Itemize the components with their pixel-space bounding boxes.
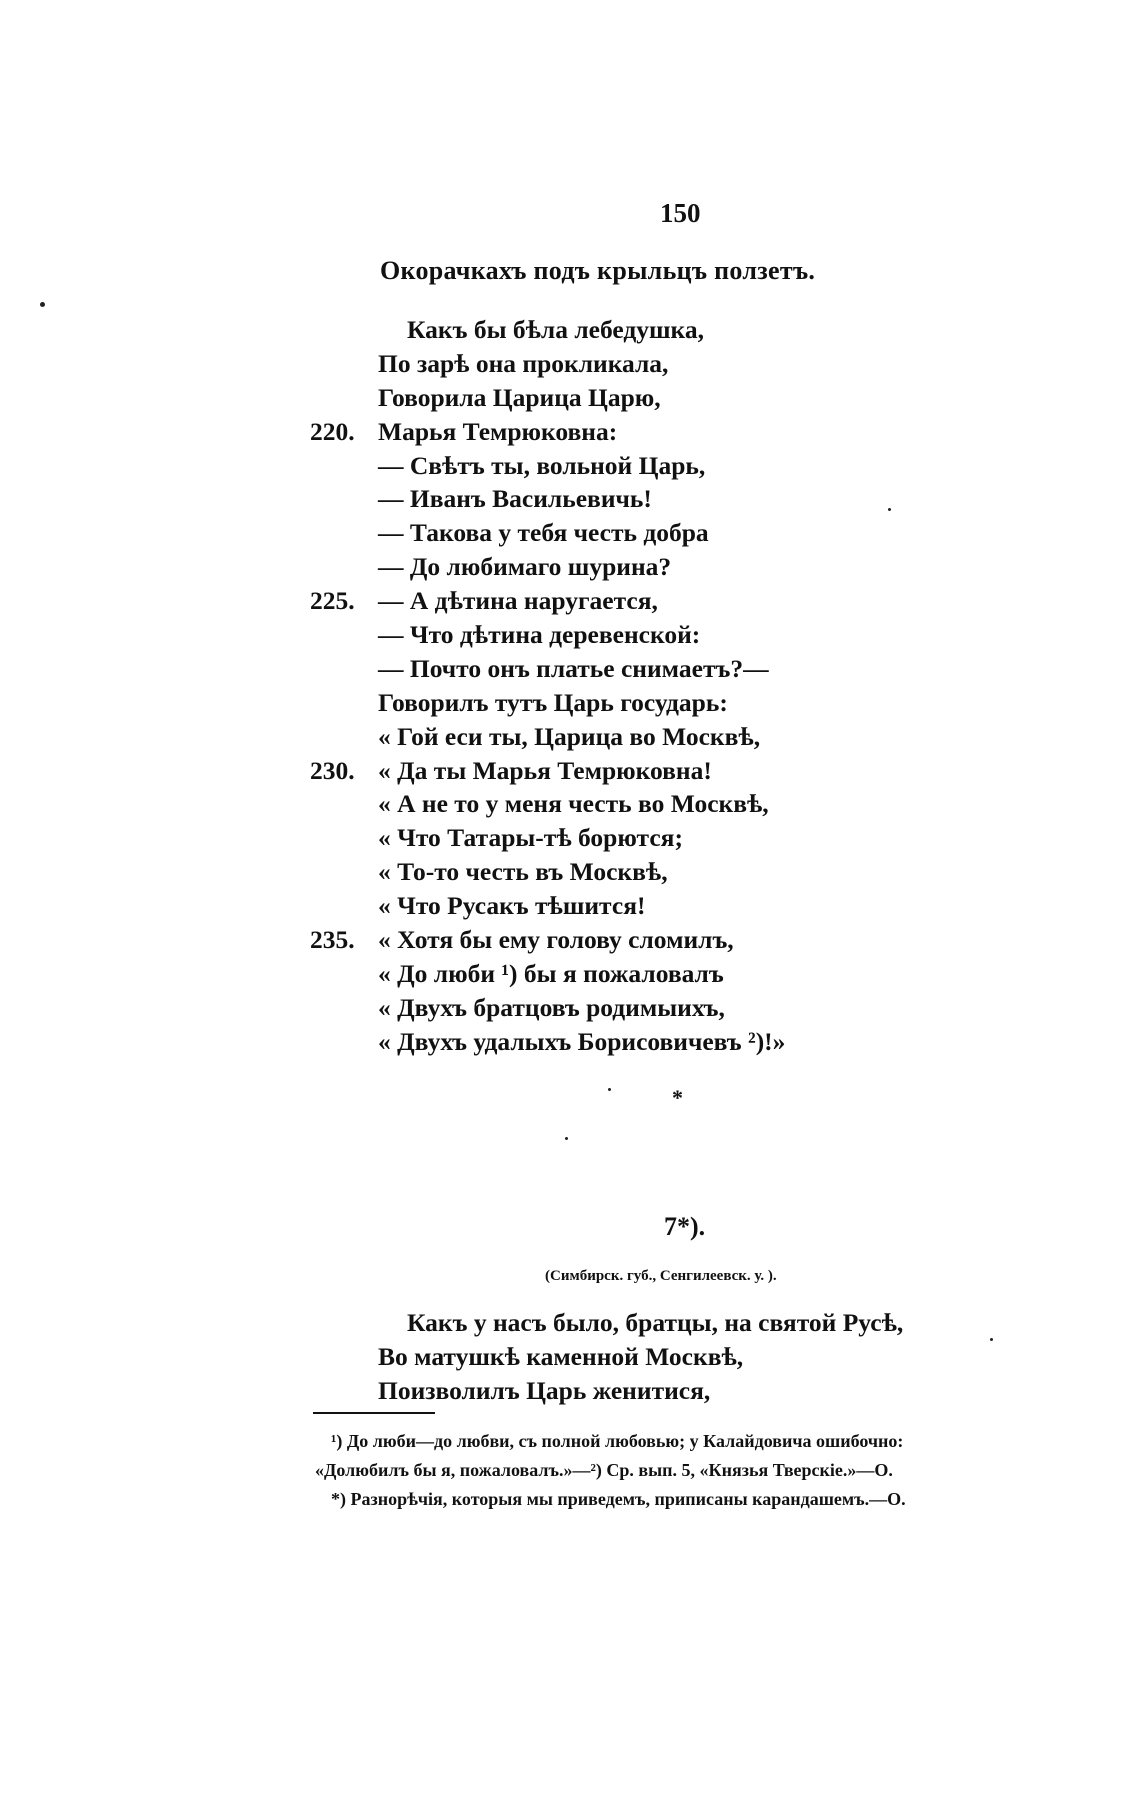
verse-text: — А дѣтина наругается, (378, 586, 658, 616)
page-number: 150 (660, 198, 701, 228)
verse-text: — До любимаго шурина? (378, 552, 672, 582)
verse-line (310, 449, 870, 483)
verse-line (310, 957, 870, 991)
verse-text: « А не то у меня честь во Москвѣ, (378, 789, 769, 819)
verse-text: « Да ты Марья Темрюковна! (378, 755, 712, 785)
verse-text: « Хотя бы ему голову сломилъ, (378, 925, 734, 955)
print-speck (888, 508, 891, 511)
verse-text: — Почто онъ платье снимаетъ?— (378, 653, 769, 683)
print-speck (565, 1137, 568, 1140)
verse-line (310, 347, 870, 381)
verse-text: « То-то честь въ Москвѣ, (378, 857, 668, 887)
verse-line (310, 652, 870, 686)
verse-text: « Что Татары-тѣ борются; (378, 823, 683, 853)
verse-line (310, 1306, 990, 1340)
verse-line (310, 550, 870, 584)
verse-line (310, 1340, 990, 1374)
verse-line (310, 787, 870, 821)
verse-text: Говорилъ тутъ Царь государь: (378, 687, 728, 717)
verse-line (310, 1025, 870, 1059)
verse-line (310, 415, 870, 449)
verse-line (310, 754, 870, 788)
verse-number: 235. (310, 925, 355, 955)
verse-line (310, 991, 870, 1025)
verse-line (310, 720, 870, 754)
verse-text: — Свѣтъ ты, вольной Царь, (378, 450, 706, 480)
verse-line (310, 686, 870, 720)
location-note: (Симбирск. губ., Сенгилеевск. у. ). (545, 1268, 777, 1284)
verse-line (310, 381, 870, 415)
footnote-rule (313, 1412, 435, 1414)
continuation-line: Окорачкахъ подъ крыльцъ ползетъ. (380, 256, 816, 285)
section-separator: * (672, 1085, 683, 1110)
verse-text: — Такова у тебя честь добра (378, 518, 709, 548)
verse-text: Во матушкѣ каменной Москвѣ, (378, 1341, 744, 1371)
verse-line (310, 482, 870, 516)
verse-line (310, 821, 870, 855)
verse-text: « До люби ¹) бы я пожаловалъ (378, 958, 724, 988)
verse-text: Марья Темрюковна: (378, 416, 618, 446)
verse-text: Поизволилъ Царь женитися, (378, 1375, 711, 1405)
verse-number: 220. (310, 416, 355, 446)
footnote-line: «Долюбилъ бы я, пожаловалъ.»—²) Ср. вып. 5, «Князья Тверскіе.»—О. (315, 1460, 893, 1480)
verse-text: « Гой еси ты, Царица во Москвѣ, (378, 721, 761, 751)
section-title: 7*). (664, 1212, 706, 1241)
verse-text: « Двухъ братцовъ родимыихъ, (378, 992, 725, 1022)
verse-text: По зарѣ она прокликала, (378, 348, 669, 378)
verse-line (310, 923, 870, 957)
verse-line (310, 584, 870, 618)
verse-text: — Что дѣтина деревенской: (378, 620, 701, 650)
verse-line (310, 618, 870, 652)
print-speck (990, 1338, 993, 1341)
footnote-line: ¹) До люби—до любви, съ полной любовью; у Калайдовича ошибочно: (331, 1431, 904, 1451)
verse-line (310, 313, 870, 347)
verse-text: « Двухъ удалыхъ Борисовичевъ ²)!» (378, 1026, 786, 1056)
print-speck (608, 1088, 611, 1091)
verse-text: Говорила Царица Царю, (378, 382, 661, 412)
verse-text: Какъ бы бѣла лебедушка, (407, 315, 704, 344)
verse-text: — Иванъ Васильевичь! (378, 484, 652, 514)
verse-line (310, 855, 870, 889)
footnotes (315, 1427, 1065, 1514)
verse-number: 225. (310, 586, 355, 616)
verse-line (310, 516, 870, 550)
verse-number: 230. (310, 755, 355, 785)
verse-text: Какъ у насъ было, братцы, на святой Русѣ, (407, 1308, 904, 1337)
print-speck (40, 302, 45, 307)
verse-line (310, 889, 870, 923)
footnote-line: *) Разнорѣчія, которыя мы приведемъ, приписаны карандашемъ.—О. (331, 1489, 906, 1509)
verse-line (310, 1374, 990, 1408)
poem-second (310, 1306, 990, 1408)
poem-stanza (310, 313, 870, 1059)
verse-text: « Что Русакъ тѣшится! (378, 891, 646, 921)
